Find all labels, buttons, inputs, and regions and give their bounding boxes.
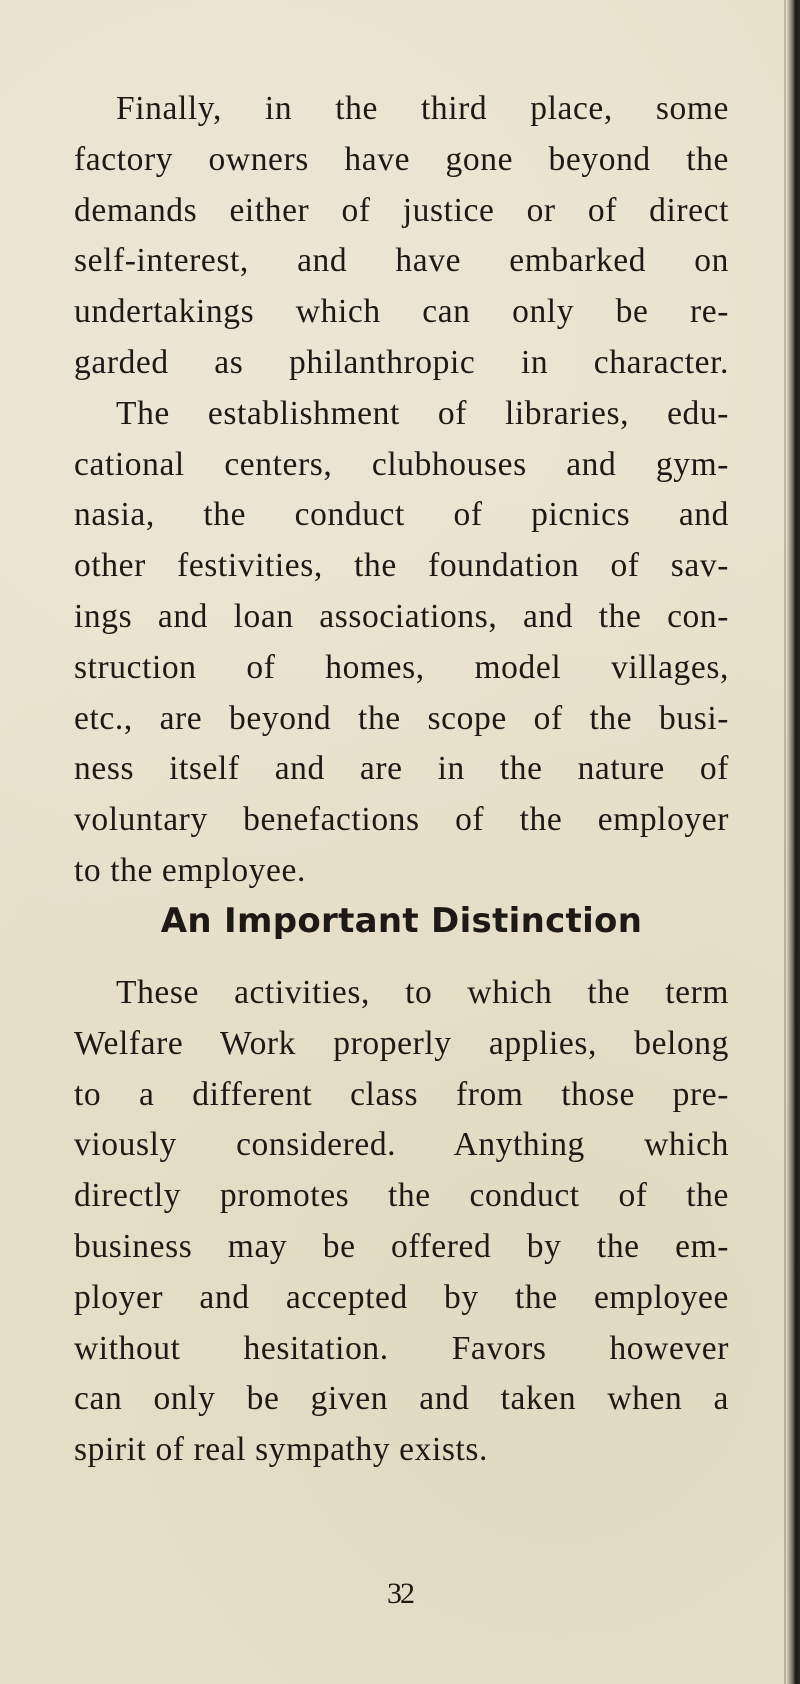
text-line: to a different class from those pre- [74,1075,729,1113]
text-line: etc., are beyond the scope of the busi- [74,699,729,737]
text-line: ings and loan associations, and the con- [74,597,729,635]
text-line: undertakings which can only be re- [74,293,729,331]
text-line: directly promotes the conduct of the [74,1177,729,1215]
text-line: nasia, the conduct of picnics and [74,496,729,534]
paragraph-philanthropic-undertakings [74,84,729,897]
text-line: ness itself and are in the nature of [74,750,729,788]
text-line: cational centers, clubhouses and gym- [74,445,729,483]
text-line: self-interest, and have embarked on [74,242,729,280]
text-line: business may be offered by the em- [74,1227,729,1265]
text-line: ployer and accepted by the employee [74,1278,729,1316]
page-number: 32 [387,1577,413,1610]
text-line: Welfare Work properly applies, belong [74,1024,729,1062]
text-line: to the employee. [74,851,306,889]
text-line: factory owners have gone beyond the [74,140,729,178]
text-line: can only be given and taken when a [74,1380,729,1418]
book-gutter-shadow [786,0,800,1684]
text-line: Finally, in the third place, some [116,90,729,127]
text-line: These activities, to which the term [116,974,729,1011]
section-heading: An Important Distinction [160,901,643,941]
text-line: viously considered. Anything which [74,1126,729,1164]
text-line: The establishment of libraries, edu- [116,394,729,432]
text-line: voluntary benefactions of the employer [74,801,729,839]
text-line: spirit of real sympathy exists. [74,1431,489,1469]
text-line: other festivities, the foundation of sav- [74,547,729,585]
text-line: garded as philanthropic in character. [74,343,729,381]
text-line: struction of homes, model villages, [74,648,729,686]
text-line: without hesitation. Favors however [74,1329,729,1367]
text-line: demands either of justice or of direct [74,191,729,229]
paragraph-important-distinction [74,968,729,1476]
